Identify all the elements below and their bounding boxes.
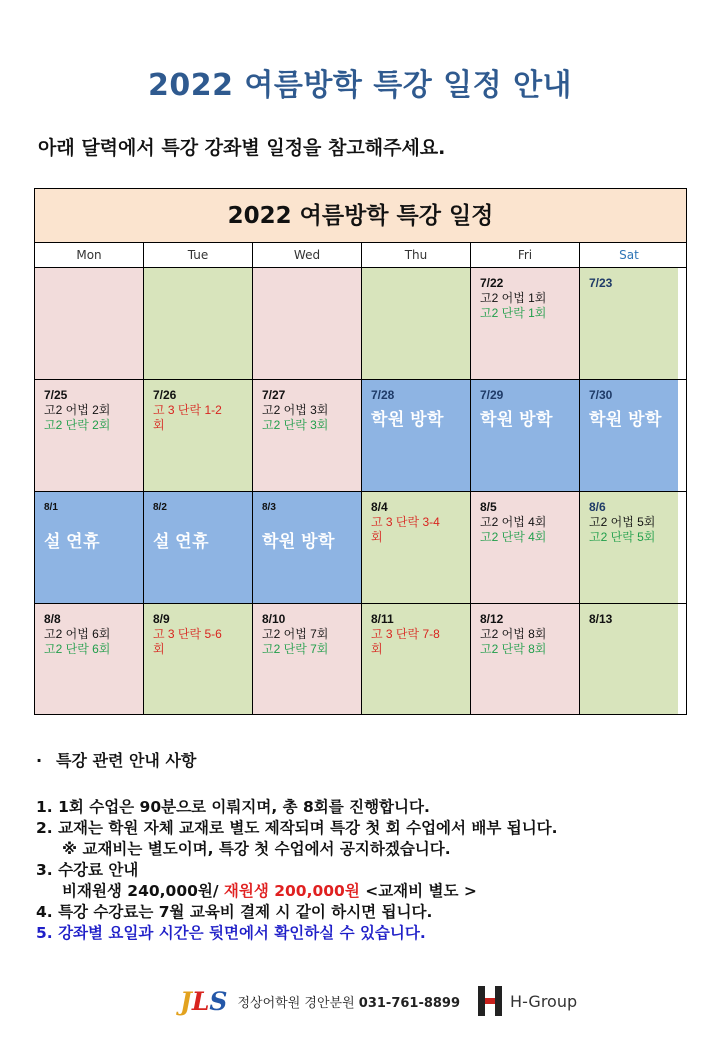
weekday-header: Thu (362, 243, 471, 267)
note-item-5: 5. 강좌별 요일과 시간은 뒷면에서 확인하실 수 있습니다. (36, 924, 426, 942)
calendar-day (144, 492, 253, 603)
class-entry: 고2 어법 3회 (262, 403, 329, 417)
notes-heading (36, 748, 558, 771)
day-date: 8/2 (153, 502, 167, 513)
calendar-day (253, 604, 362, 714)
class-entry: 고2 어법 6회 (44, 627, 111, 641)
holiday-label: 설 연휴 (44, 532, 100, 551)
calendar-week (35, 604, 686, 714)
calendar-day (253, 380, 362, 491)
fee-note: <교재비 별도 > (359, 882, 477, 900)
note-item-3: 3. 수강료 안내 (36, 861, 139, 879)
class-entry: 고2 단락 3회 (262, 418, 329, 432)
fee-member: 재원생 200,000원 (223, 882, 360, 900)
day-date: 7/27 (262, 388, 286, 402)
class-entry: 회 (153, 642, 165, 656)
calendar-day (362, 492, 471, 603)
class-entry: 고2 단락 5회 (589, 530, 656, 544)
class-entry: 고2 단락 1회 (480, 306, 547, 320)
intro-text: 아래 달력에서 특강 강좌별 일정을 참고해주세요. (38, 137, 446, 159)
day-date: 8/5 (480, 500, 497, 514)
class-entry: 회 (371, 642, 383, 656)
holiday-label: 학원 방학 (262, 532, 335, 551)
day-date: 7/28 (371, 388, 395, 402)
calendar-day (35, 268, 144, 379)
note-item-1: 1. 1회 수업은 90분으로 이뤄지며, 총 8회를 진행합니다. (36, 798, 430, 816)
note-item-4: 4. 특강 수강료는 7월 교육비 결제 시 같이 하시면 됩니다. (36, 903, 433, 921)
class-entry: 고2 어법 8회 (480, 627, 547, 641)
note-item-2-sub: ※ 교재비는 별도이며, 특강 첫 수업에서 공지하겠습니다. (62, 840, 451, 858)
calendar-title: 2022 여름방학 특강 일정 (35, 189, 686, 243)
day-date: 8/12 (480, 612, 504, 626)
calendar-day (362, 268, 471, 379)
calendar-day (144, 604, 253, 714)
jls-logo-j: J (180, 986, 192, 1016)
h-icon (478, 986, 502, 1016)
day-date: 8/4 (371, 500, 388, 514)
holiday-label: 학원 방학 (480, 410, 553, 429)
calendar-day (362, 380, 471, 491)
day-date: 8/9 (153, 612, 170, 626)
note-item-2: 2. 교재는 학원 자체 교재로 별도 제작되며 특강 첫 회 수업에서 배부 됩니다. (36, 819, 558, 837)
calendar-day (471, 268, 580, 379)
class-entry: 고2 단락 7회 (262, 642, 329, 656)
calendar-day (35, 380, 144, 491)
class-entry: 회 (153, 418, 165, 432)
class-entry: 고2 어법 4회 (480, 515, 547, 529)
holiday-label: 학원 방학 (371, 410, 444, 429)
day-date: 7/26 (153, 388, 177, 402)
day-date: 8/1 (44, 502, 58, 513)
calendar-day (144, 268, 253, 379)
class-entry: 고2 어법 5회 (589, 515, 656, 529)
calendar-week (35, 492, 686, 604)
holiday-label: 학원 방학 (589, 410, 662, 429)
calendar-day (253, 268, 362, 379)
day-date: 8/8 (44, 612, 61, 626)
academy-phone: 031-761-8899 (358, 995, 461, 1011)
day-date: 8/10 (262, 612, 286, 626)
weekday-header: Sat (580, 243, 678, 267)
class-entry: 회 (371, 530, 383, 544)
page-title: 2022 여름방학 특강 일정 안내 (147, 68, 573, 103)
calendar-day (35, 492, 144, 603)
day-date: 8/11 (371, 612, 394, 626)
footer (180, 986, 577, 1016)
class-entry: 고2 어법 1회 (480, 291, 547, 305)
notes-section (36, 748, 558, 944)
calendar-day (580, 492, 678, 603)
day-date: 7/22 (480, 276, 504, 290)
class-entry: 고2 단락 8회 (480, 642, 547, 656)
calendar-day (144, 380, 253, 491)
academy-info (237, 992, 460, 1011)
calendar-table (34, 188, 687, 715)
calendar-day (253, 492, 362, 603)
day-date: 7/23 (589, 276, 613, 290)
fee-non-member: 비재원생 240,000원/ (62, 882, 224, 900)
day-date: 8/13 (589, 612, 613, 626)
jls-logo-s: S (209, 986, 228, 1016)
day-date: 8/6 (589, 500, 606, 514)
calendar-day (471, 492, 580, 603)
class-entry: 고 3 단락 5-6 (153, 627, 222, 641)
calendar-day (362, 604, 471, 714)
class-entry: 고 3 단락 7-8 (371, 627, 440, 641)
class-entry: 고 3 단락 1-2 (153, 403, 222, 417)
hgroup-text: H-Group (510, 991, 578, 1011)
holiday-label: 설 연휴 (153, 532, 209, 551)
academy-name: 정상어학원 경안분원 (237, 995, 359, 1011)
calendar-day (580, 268, 678, 379)
hgroup-logo (478, 986, 577, 1016)
class-entry: 고2 어법 2회 (44, 403, 111, 417)
calendar-week (35, 268, 686, 380)
day-date: 7/30 (589, 388, 613, 402)
notes-heading-text: 특강 관련 안내 사항 (56, 751, 197, 770)
fee-line (36, 881, 558, 902)
class-entry: 고2 단락 6회 (44, 642, 111, 656)
weekday-header: Wed (253, 243, 362, 267)
weekday-header: Fri (471, 243, 580, 267)
class-entry: 고 3 단락 3-4 (371, 515, 440, 529)
calendar-day (471, 604, 580, 714)
calendar-day (580, 380, 678, 491)
weekday-header-row (35, 243, 686, 268)
weekday-header: Mon (35, 243, 144, 267)
class-entry: 고2 단락 2회 (44, 418, 111, 432)
calendar-day (35, 604, 144, 714)
calendar-day (471, 380, 580, 491)
day-date: 7/25 (44, 388, 68, 402)
weekday-header: Tue (144, 243, 253, 267)
jls-logo (180, 987, 227, 1016)
calendar-week (35, 380, 686, 492)
day-date: 7/29 (480, 388, 504, 402)
day-date: 8/3 (262, 502, 276, 513)
class-entry: 고2 단락 4회 (480, 530, 547, 544)
class-entry: 고2 어법 7회 (262, 627, 329, 641)
calendar-day (580, 604, 678, 714)
jls-logo-l: L (191, 986, 210, 1016)
bullet-dot: · (36, 751, 43, 770)
